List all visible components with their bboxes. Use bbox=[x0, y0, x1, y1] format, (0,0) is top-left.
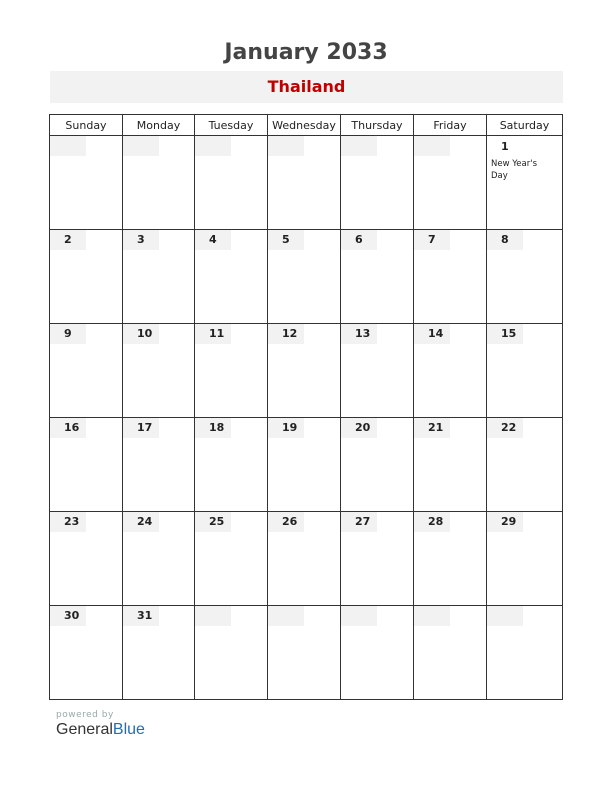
day-number: 27 bbox=[355, 515, 371, 528]
day-cell bbox=[268, 324, 341, 418]
day-number-box bbox=[487, 512, 523, 532]
day-cell bbox=[268, 512, 341, 606]
day-number: 19 bbox=[282, 421, 298, 434]
day-number: 9 bbox=[64, 327, 72, 340]
day-number-box bbox=[50, 606, 86, 626]
day-cell bbox=[414, 418, 487, 512]
day-cell bbox=[195, 230, 268, 324]
day-number-box bbox=[50, 230, 86, 250]
day-number-box bbox=[268, 606, 304, 626]
week-row bbox=[50, 418, 563, 512]
day-number-box bbox=[414, 136, 450, 156]
day-number: 17 bbox=[137, 421, 153, 434]
brand-general: General bbox=[56, 721, 113, 738]
day-number-box bbox=[414, 512, 450, 532]
day-cell bbox=[195, 324, 268, 418]
day-number: 2 bbox=[64, 233, 72, 246]
weekday-header: Thursday bbox=[341, 115, 414, 136]
day-number-box bbox=[341, 230, 377, 250]
day-cell bbox=[487, 606, 563, 700]
day-cell bbox=[487, 136, 563, 230]
day-cell bbox=[50, 418, 123, 512]
weekday-header: Wednesday bbox=[268, 115, 341, 136]
day-number-box bbox=[414, 230, 450, 250]
day-cell bbox=[414, 136, 487, 230]
day-number-box bbox=[50, 136, 86, 156]
day-number: 7 bbox=[428, 233, 436, 246]
day-cell bbox=[268, 230, 341, 324]
week-row bbox=[50, 230, 563, 324]
day-cell bbox=[268, 606, 341, 700]
day-number: 1 bbox=[501, 140, 509, 153]
day-cell bbox=[414, 324, 487, 418]
day-number: 5 bbox=[282, 233, 290, 246]
week-row bbox=[50, 324, 563, 418]
day-cell bbox=[50, 324, 123, 418]
weekday-header: Sunday bbox=[50, 115, 123, 136]
day-cell bbox=[123, 606, 195, 700]
day-number-box bbox=[123, 512, 159, 532]
weekday-header-row bbox=[50, 115, 563, 136]
day-cell bbox=[341, 418, 414, 512]
day-number: 18 bbox=[209, 421, 225, 434]
day-number: 4 bbox=[209, 233, 217, 246]
day-cell bbox=[487, 512, 563, 606]
day-number-box bbox=[268, 136, 304, 156]
day-cell bbox=[50, 606, 123, 700]
day-cell bbox=[487, 230, 563, 324]
day-number-box bbox=[195, 606, 231, 626]
day-number-box bbox=[487, 606, 523, 626]
day-cell bbox=[123, 136, 195, 230]
day-number: 28 bbox=[428, 515, 444, 528]
week-row bbox=[50, 136, 563, 230]
day-number-box bbox=[414, 324, 450, 344]
day-number-box bbox=[341, 606, 377, 626]
day-number: 30 bbox=[64, 609, 80, 622]
day-number-box bbox=[50, 418, 86, 438]
day-number: 20 bbox=[355, 421, 371, 434]
day-number-box bbox=[50, 512, 86, 532]
day-number: 12 bbox=[282, 327, 298, 340]
day-number: 6 bbox=[355, 233, 363, 246]
day-number: 10 bbox=[137, 327, 153, 340]
day-cell bbox=[268, 418, 341, 512]
day-number: 16 bbox=[64, 421, 80, 434]
day-number-box bbox=[195, 136, 231, 156]
day-number: 21 bbox=[428, 421, 444, 434]
day-number: 14 bbox=[428, 327, 444, 340]
day-number-box bbox=[195, 418, 231, 438]
day-number-box bbox=[123, 418, 159, 438]
country-banner bbox=[50, 71, 563, 103]
day-number: 3 bbox=[137, 233, 145, 246]
day-cell bbox=[341, 606, 414, 700]
brand-blue: Blue bbox=[112, 721, 145, 738]
country-name: Thailand bbox=[267, 77, 346, 96]
day-number: 29 bbox=[501, 515, 517, 528]
weekday-header: Saturday bbox=[487, 115, 563, 136]
day-number-box bbox=[195, 512, 231, 532]
day-cell bbox=[123, 324, 195, 418]
day-cell bbox=[487, 418, 563, 512]
day-number: 26 bbox=[282, 515, 298, 528]
day-number-box bbox=[341, 324, 377, 344]
day-number-box bbox=[414, 418, 450, 438]
weekday-header: Friday bbox=[414, 115, 487, 136]
day-cell bbox=[341, 136, 414, 230]
day-number-box bbox=[123, 136, 159, 156]
day-cell bbox=[414, 230, 487, 324]
day-number-box bbox=[341, 512, 377, 532]
day-number: 13 bbox=[355, 327, 371, 340]
day-number: 24 bbox=[137, 515, 153, 528]
powered-by-text: powered by bbox=[56, 710, 114, 720]
day-number: 31 bbox=[137, 609, 153, 622]
day-number-box bbox=[487, 230, 523, 250]
day-cell bbox=[123, 418, 195, 512]
day-cell bbox=[195, 136, 268, 230]
day-number-box bbox=[341, 136, 377, 156]
generalblue-logo bbox=[56, 721, 145, 739]
day-number: 23 bbox=[64, 515, 80, 528]
day-number-box bbox=[268, 418, 304, 438]
day-cell bbox=[341, 324, 414, 418]
day-number-box bbox=[487, 136, 523, 156]
day-number-box bbox=[50, 324, 86, 344]
day-cell bbox=[195, 606, 268, 700]
calendar-title: January 2033 bbox=[224, 40, 388, 65]
calendar-grid bbox=[49, 114, 563, 700]
day-number-box bbox=[341, 418, 377, 438]
weekday-header: Monday bbox=[123, 115, 195, 136]
day-cell bbox=[123, 230, 195, 324]
day-number-box bbox=[123, 606, 159, 626]
day-cell bbox=[50, 136, 123, 230]
day-number-box bbox=[487, 418, 523, 438]
day-number-box bbox=[123, 230, 159, 250]
day-number-box bbox=[195, 230, 231, 250]
day-number: 8 bbox=[501, 233, 509, 246]
day-number-box bbox=[268, 324, 304, 344]
day-number-box bbox=[268, 230, 304, 250]
day-cell bbox=[50, 230, 123, 324]
day-cell bbox=[50, 512, 123, 606]
day-cell bbox=[487, 324, 563, 418]
day-cell bbox=[341, 230, 414, 324]
day-cell bbox=[414, 606, 487, 700]
day-cell bbox=[123, 512, 195, 606]
day-cell bbox=[195, 418, 268, 512]
day-number: 11 bbox=[209, 327, 225, 340]
day-number-box bbox=[195, 324, 231, 344]
day-cell bbox=[195, 512, 268, 606]
day-number: 25 bbox=[209, 515, 225, 528]
week-row bbox=[50, 606, 563, 700]
day-number: 15 bbox=[501, 327, 517, 340]
day-number: 22 bbox=[501, 421, 517, 434]
branding-footer bbox=[56, 710, 145, 739]
day-number-box bbox=[414, 606, 450, 626]
week-row bbox=[50, 512, 563, 606]
day-cell bbox=[268, 136, 341, 230]
day-number-box bbox=[487, 324, 523, 344]
day-cell bbox=[341, 512, 414, 606]
holiday-label: New Year's Day bbox=[491, 159, 538, 181]
day-cell bbox=[414, 512, 487, 606]
day-number-box bbox=[268, 512, 304, 532]
day-number-box bbox=[123, 324, 159, 344]
weekday-header: Tuesday bbox=[195, 115, 268, 136]
